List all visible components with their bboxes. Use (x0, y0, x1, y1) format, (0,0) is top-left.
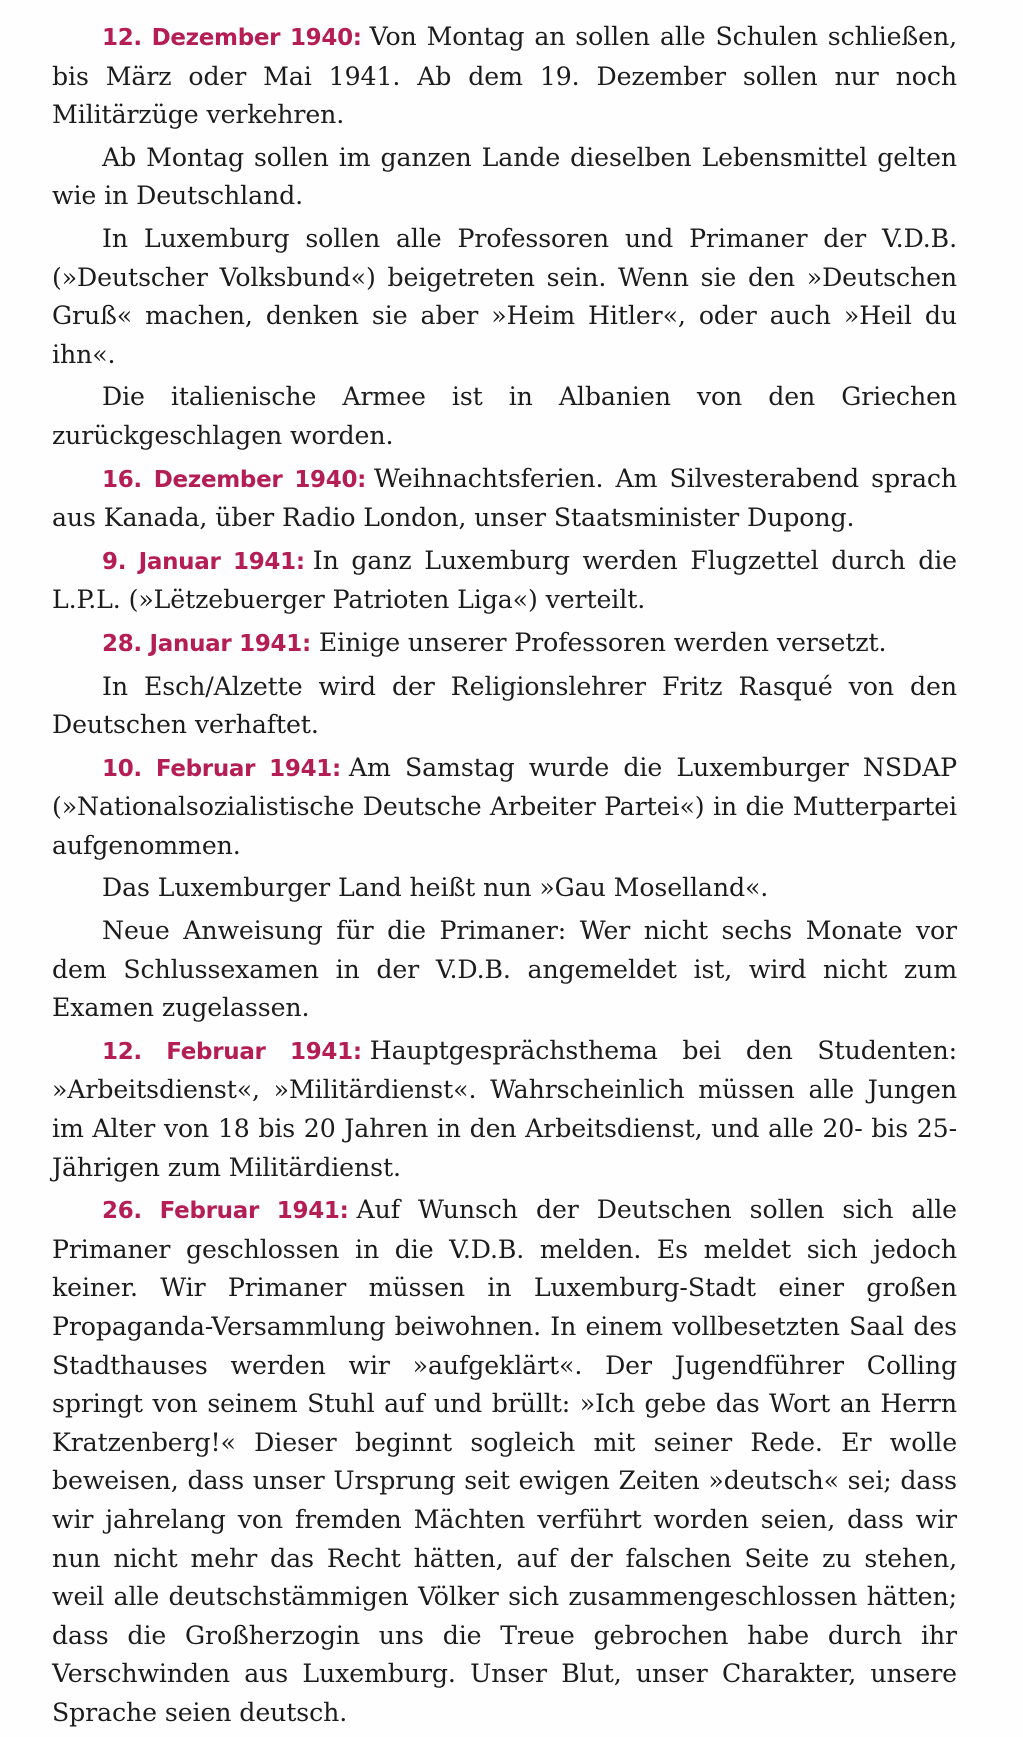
paragraph-anweisung-primaner (52, 912, 957, 1028)
entry-date: 12. Dezember 1940: (102, 25, 362, 51)
entry-date: 10. Februar 1941: (102, 755, 341, 782)
paragraph-lebensmittel (52, 139, 957, 216)
entry-12-februar-1941 (52, 1032, 957, 1187)
entry-26-februar-1941 (52, 1191, 957, 1732)
paragraph-albanien (52, 378, 957, 455)
entry-text: In Luxemburg sollen alle Professoren und Primaner der V.D.B. (»Deutscher Volksbund«) beigetreten sein. Wenn sie den »Deutschen Gruß« machen, denken sie aber »Heim Hitler«, oder auch »Heil du ihn«. (52, 223, 957, 369)
entry-text: In ganz Luxemburg werden Flugzettel durch die L.P.L. (»Lëtzebuerger Patrioten Liga«) verteilt. (52, 545, 957, 615)
entry-12-dezember-1940 (52, 18, 957, 135)
entry-text: Die italienische Armee ist in Albanien von den Griechen zurückgeschlagen worden. (52, 382, 957, 450)
entry-date: 28. Januar 1941: (102, 630, 311, 657)
paragraph-vdb (52, 220, 957, 374)
entry-text: Weihnachtsferien. Am Silvesterabend sprach aus Kanada, über Radio London, unser Staatsminister Dupong. (52, 463, 957, 533)
entry-text: Von Montag an sollen alle Schulen schließen, bis März oder Mai 1941. Ab dem 19. Dezember sollen nur noch Militärzüge verkehren. (52, 22, 957, 130)
entry-text: Am Samstag wurde die Luxemburger NSDAP (»Nationalsozialistische Deutsche Arbeiter Partei«) in die Mutterpartei aufgenommen. (52, 752, 958, 860)
entry-date: 12. Februar 1941: (102, 1038, 362, 1065)
entry-text: Neue Anweisung für die Primaner: Wer nicht sechs Monate vor dem Schlussexamen in der V.D.B. angemeldet ist, wird nicht zum Examen zugelassen. (52, 916, 957, 1023)
entry-28-januar-1941 (52, 624, 957, 664)
entry-10-februar-1941 (52, 749, 957, 866)
entry-text: Hauptgesprächsthema bei den Studenten: »Arbeitsdienst«, »Militärdienst«. Wahrscheinlich müssen alle Jungen im Alter von 18 bis 20 Jahren in den Arbeitsdienst, und alle 20- bis 25-Jährigen zum Militärdienst. (52, 1035, 957, 1182)
entry-9-januar-1941 (52, 542, 957, 620)
entry-date: 16. Dezember 1940: (102, 466, 367, 493)
entry-date: 26. Februar 1941: (102, 1198, 349, 1225)
document-page (52, 18, 957, 1737)
entry-text: Das Luxemburger Land heißt nun »Gau Moselland«. (102, 873, 769, 903)
entry-text: Einige unserer Professoren werden versetzt. (318, 627, 887, 657)
paragraph-gau-moselland (52, 869, 957, 908)
entry-text: Ab Montag sollen im ganzen Lande dieselben Lebensmittel gelten wie in Deutschland. (52, 142, 957, 211)
paragraph-esch-alzette (52, 668, 957, 745)
entry-text: In Esch/Alzette wird der Religionslehrer Fritz Rasqué von den Deutschen verhaftet. (52, 671, 957, 740)
entry-date: 9. Januar 1941: (102, 548, 305, 575)
entry-text: Auf Wunsch der Deutschen sollen sich alle Primaner geschlossen in die V.D.B. melden. Es meldet sich jedoch keiner. Wir Primaner müssen in Luxemburg-Stadt einer großen Propaganda-Versammlung beiwohnen. In einem vollbesetzten Saal des Stadthauses werden wir »aufgeklärt«. Der Jugendführer Colling springt von seinem Stuhl auf und brüllt: »Ich gebe das Wort an Herrn Kratzenberg!« Dieser beginnt sogleich mit seiner Rede. Er wolle beweisen, dass unser Ursprung seit ewigen Zeiten »deutsch« sei; dass wir jahrelang von fremden Mächten verführt worden seien, dass wir nun nicht mehr das Recht hätten, auf der falschen Seite zu stehen, weil alle deutschstämmigen Völker sich zusammengeschlossen hätten; dass die Großherzogin uns die Treue gebrochen habe durch ihr Verschwinden aus Luxemburg. Unser Blut, unser Charakter, unsere Sprache seien deutsch. (52, 1195, 957, 1727)
entry-16-dezember-1940 (52, 460, 957, 538)
